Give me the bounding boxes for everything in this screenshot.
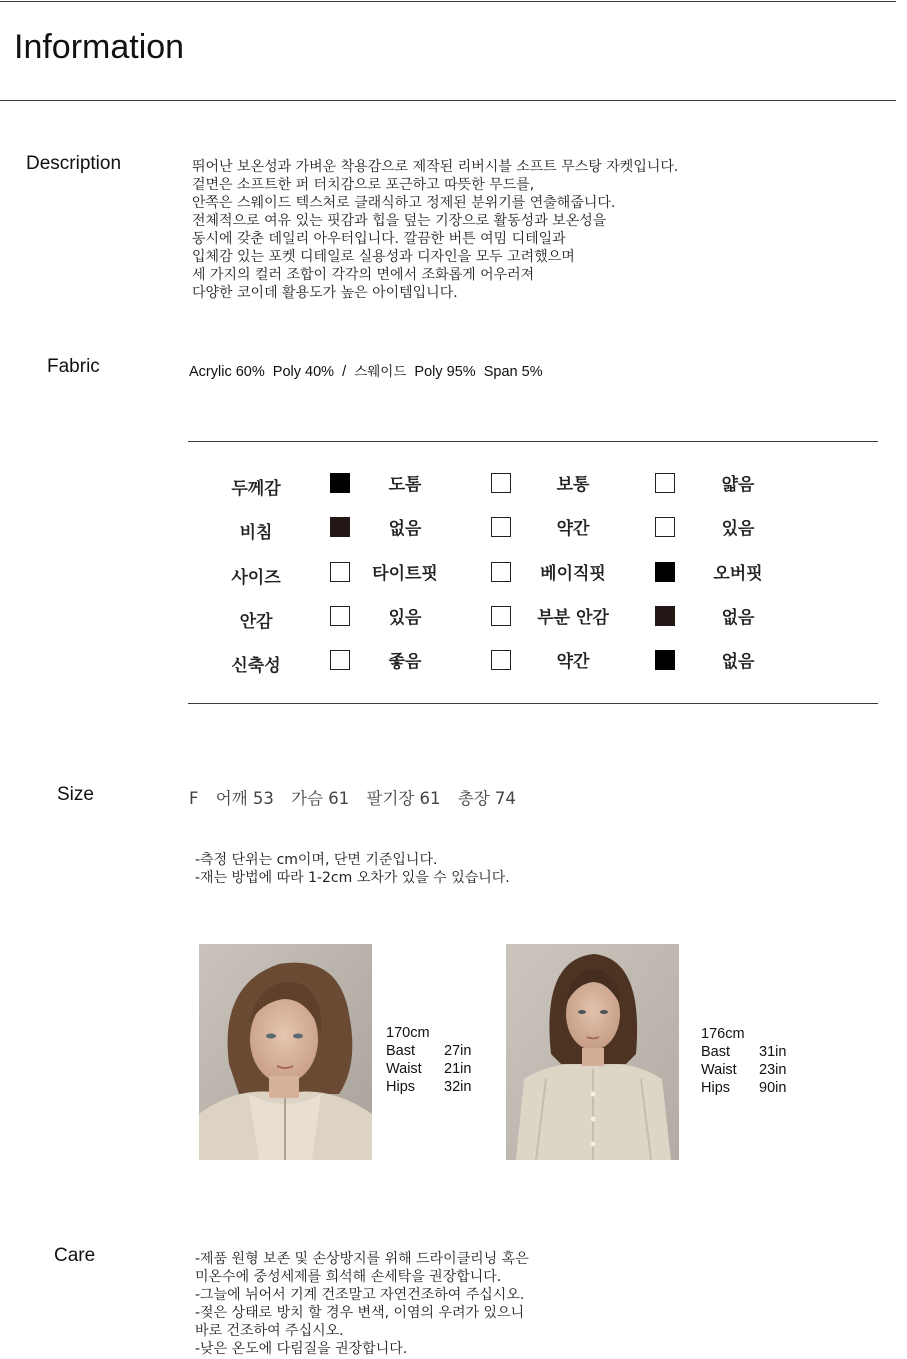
description-text (192, 158, 678, 302)
care-line: 미온수에 중성세제를 희석해 손세탁을 권장합니다. (195, 1269, 502, 1285)
model-row (386, 1060, 471, 1078)
top-rule (0, 1, 896, 2)
size-notes (195, 851, 510, 887)
model-measurements-1 (386, 1024, 471, 1096)
description-line: 다양한 코이데 활용도가 높은 아이템입니다. (192, 285, 458, 301)
fabric-outer: Acrylic 60% Poly 40% / (189, 364, 355, 380)
attribute-checkbox (491, 562, 511, 582)
size-label: Size (57, 784, 94, 805)
measure-key: Hips (386, 1079, 416, 1095)
attribute-name: 비침 (239, 523, 273, 543)
description-line: 입체감 있는 포켓 디테일로 실용성과 디자인을 모두 고려했으며 (192, 249, 575, 265)
measure-key: Bast (701, 1044, 731, 1060)
attribute-option: 부분 안감 (537, 608, 609, 628)
attribute-option: 오버핏 (713, 564, 763, 584)
model-measurements-2 (701, 1025, 786, 1097)
measure-key: Bast (386, 1043, 416, 1059)
model-height: 176cm (701, 1026, 745, 1042)
attribute-option: 도톰 (388, 475, 422, 495)
size-value: 팔기장 61 (366, 789, 441, 808)
measure-value: 31in (759, 1044, 787, 1060)
attribute-checkbox (330, 650, 350, 670)
attribute-checkbox (655, 606, 675, 626)
size-note: -재는 방법에 따라 1-2cm 오차가 있을 수 있습니다. (195, 870, 510, 886)
attribute-option: 있음 (388, 608, 422, 628)
attribute-checkbox (655, 473, 675, 493)
attribute-name: 신축성 (231, 656, 281, 676)
attribute-table-bottom-rule (188, 703, 878, 704)
care-line: -낮은 온도에 다림질을 권장합니다. (195, 1341, 408, 1357)
attribute-checkbox (491, 650, 511, 670)
size-value: F (189, 789, 199, 808)
attribute-option: 없음 (721, 652, 755, 672)
measure-value: 23in (759, 1062, 787, 1078)
model-row (386, 1042, 471, 1060)
attribute-option: 얇음 (721, 475, 755, 495)
care-line: -젖은 상태로 방치 할 경우 변색, 이염의 우려가 있으니 (195, 1305, 525, 1321)
measure-value: 32in (444, 1079, 472, 1095)
page-title: Information (14, 28, 185, 66)
measure-key: Waist (701, 1062, 737, 1078)
attribute-option: 있음 (721, 519, 755, 539)
attribute-option: 없음 (721, 608, 755, 628)
measure-value: 27in (444, 1043, 472, 1059)
fabric-composition (189, 360, 543, 380)
model-row (386, 1078, 471, 1096)
attribute-name: 두께감 (231, 479, 281, 499)
description-line: 안쪽은 스웨이드 텍스처로 클래식하고 정제된 분위기를 연출해줍니다. (192, 195, 616, 211)
description-line: 동시에 갖춘 데일리 아우터입니다. 깔끔한 버튼 여밈 디테일과 (192, 231, 566, 247)
care-label: Care (54, 1245, 96, 1266)
size-value: 어깨 53 (215, 789, 274, 808)
attribute-option: 보통 (556, 475, 590, 495)
description-line: 전체적으로 여유 있는 핏감과 힙을 덮는 기장으로 활동성과 보온성을 (192, 213, 607, 229)
attribute-name: 사이즈 (231, 568, 281, 588)
measure-key: Hips (701, 1080, 731, 1096)
fabric-suede-label: 스웨이드 (354, 364, 407, 380)
attribute-option: 좋음 (388, 652, 422, 672)
model-photo-1 (199, 944, 372, 1160)
attribute-table-top-rule (188, 441, 878, 442)
model-row (701, 1079, 786, 1097)
description-line: 뛰어난 보온성과 가벼운 착용감으로 제작된 리버시블 소프트 무스탕 자켓입니다. (192, 159, 679, 175)
description-line: 겉면은 소프트한 퍼 터치감으로 포근하고 따뜻한 무드를, (192, 177, 535, 193)
care-instructions (195, 1250, 529, 1358)
header-rule (0, 100, 896, 101)
attribute-option: 타이트핏 (372, 564, 438, 584)
size-value: 가슴 61 (291, 789, 350, 808)
care-line: -그늘에 뉘어서 기계 건조말고 자연건조하여 주십시오. (195, 1287, 525, 1303)
measure-value: 21in (444, 1061, 472, 1077)
care-line: -제품 원형 보존 및 손상방지를 위해 드라이클리닝 혹은 (195, 1251, 529, 1267)
attribute-checkbox (491, 517, 511, 537)
attribute-checkbox (655, 517, 675, 537)
model-photo-2 (506, 944, 679, 1160)
attribute-checkbox (655, 650, 675, 670)
model-height: 170cm (386, 1025, 430, 1041)
care-line: 바로 건조하여 주십시오. (195, 1323, 344, 1339)
size-note: -측정 단위는 cm이며, 단면 기준입니다. (195, 852, 438, 868)
model-row (701, 1043, 786, 1061)
attribute-checkbox (330, 606, 350, 626)
description-line: 세 가지의 컬러 조합이 각각의 면에서 조화롭게 어우러져 (192, 267, 535, 283)
attribute-checkbox (330, 517, 350, 537)
attribute-checkbox (330, 473, 350, 493)
attribute-option: 약간 (556, 519, 590, 539)
measure-value: 90in (759, 1080, 787, 1096)
attribute-checkbox (491, 606, 511, 626)
measure-key: Waist (386, 1061, 422, 1077)
size-measurements (189, 785, 528, 809)
attribute-option: 약간 (556, 652, 590, 672)
attribute-checkbox (330, 562, 350, 582)
model-row (701, 1061, 786, 1079)
attribute-name: 안감 (239, 612, 273, 632)
size-value: 총장 74 (457, 789, 516, 808)
attribute-option: 없음 (388, 519, 422, 539)
description-label: Description (26, 153, 122, 174)
attribute-option: 베이직핏 (540, 564, 606, 584)
fabric-label: Fabric (47, 356, 100, 377)
fabric-inner: Poly 95% Span 5% (406, 364, 543, 380)
attribute-checkbox (655, 562, 675, 582)
attribute-checkbox (491, 473, 511, 493)
